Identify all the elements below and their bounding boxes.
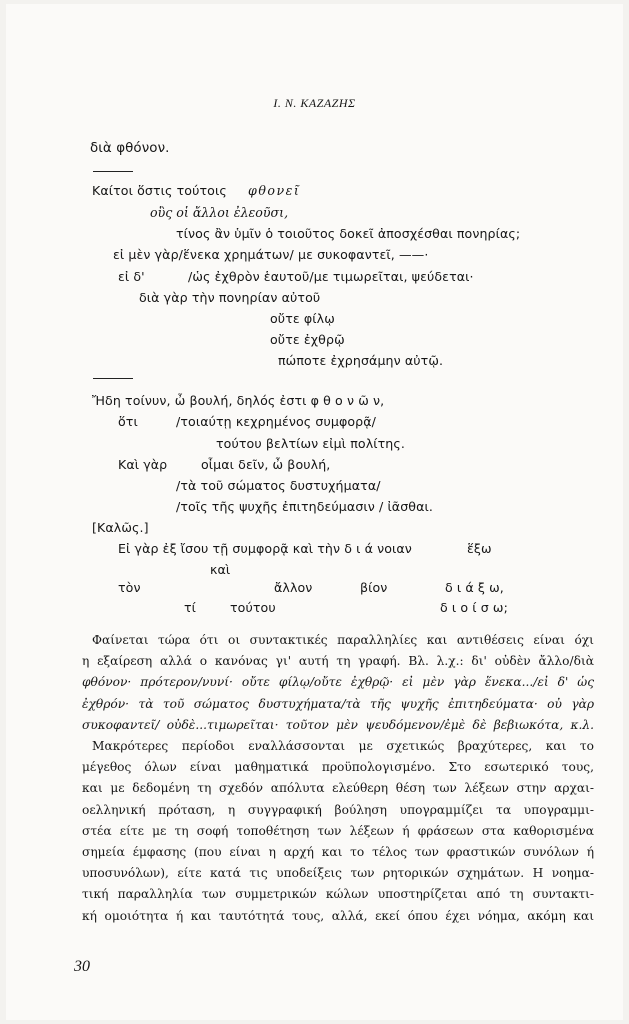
running-header: Ι. Ν. ΚΑΖΑΖΗΣ	[273, 96, 356, 110]
verse-line: καὶ	[210, 562, 231, 577]
verse-line: ἄλλον	[274, 580, 313, 595]
prose-line: Φαίνεται τώρα ότι οι συντακτικές παραλληλίες και αντιθέσεις είναι όχι	[92, 633, 594, 647]
prose-line: στέα είτε με τη σοφή τοποθέτηση των λέξεων ή φράσεων στα καθορισμένα	[82, 823, 594, 838]
verse-line: οὔτε φίλῳ	[270, 311, 335, 326]
prose-line: οελληνική πρόταση, η συγγραφική βούληση υπογραμμίζει τα υπογραμμι-	[82, 802, 594, 817]
verse-line: οὓς οἱ ἄλλοι ἐλεοῦσι,	[150, 205, 289, 220]
prose-line: κή ομοιότητα ή και ταυτότητά τους, αλλά, εκεί όπου έχει νόημα, ακόμη και	[82, 908, 595, 923]
prose-line: υποσυνόλων), είτε κατά τις υποδείξεις των ρητορικών σχημάτων. Η νοημα-	[82, 866, 595, 881]
verse-line: Καὶ γὰρ	[118, 457, 168, 472]
verse-line: Καίτοι ὅστις τούτοις	[92, 183, 227, 198]
verse-line: δ ι ά ξ ω,	[445, 580, 504, 595]
section-rule	[93, 171, 133, 172]
verse-line: βίον	[360, 580, 388, 595]
verse-line: ὅτι	[118, 414, 138, 429]
verse-line: διὰ γὰρ τὴν πονηρίαν αὐτοῦ	[139, 290, 321, 305]
verse-line: /ὡς ἐχθρὸν ἑαυτοῦ/με τιμωρεῖται, ψεύδεται·	[188, 269, 474, 284]
prose-line: φθόνον· πρότερον/νυνί· οὔτε φίλῳ/οὔτε ἐχθρῷ· εἰ μὲν γὰρ ἕνεκα.../εἰ δ' ὡς	[82, 675, 595, 690]
verse-line: /τοιαύτῃ κεχρημένος συμφορᾷ/	[176, 414, 377, 429]
verse-line: οὔτε ἐχθρῷ	[270, 332, 345, 347]
verse-line: δ ι ο ί σ ω;	[440, 600, 508, 615]
verse-line: τίνος ἂν ὑμῖν ὁ τοιοῦτος δοκεῖ ἀποσχέσθαι πονηρίας;	[176, 226, 521, 241]
prose-line: μέγεθος όλων είναι μαθηματικά προϋπολογισμένο. Στο εσωτερικό τους,	[82, 760, 594, 775]
prose-line: σημεία έμφασης (που είναι η αρχή και το τέλος των φραστικών συνόλων ή	[82, 845, 595, 860]
verse-line: οἶμαι δεῖν, ὦ βουλή,	[201, 457, 331, 472]
verse-line: εἰ δ'	[118, 269, 145, 284]
prose-line: τική παραλληλία των συμμετρικών κώλων υποστηρίζεται από τη συντακτι-	[82, 887, 595, 902]
prose-block	[82, 630, 596, 927]
section-rule	[93, 378, 133, 379]
verse-line: Εἰ γὰρ ἐξ ἴσου τῇ συμφορᾷ καὶ τὴν δ ι ά νοιαν	[118, 541, 412, 556]
prose-line: συκοφαντεῖ/ οὐδὲ...τιμωρεῖται· τοῦτον μὲν ψευδόμενον/ἐμὲ δὲ βεβιωκότα, κ.λ.	[82, 717, 595, 732]
verse-line: [Καλῶς.]	[92, 520, 149, 535]
verse-line: τί	[184, 600, 197, 615]
verse-line: διὰ φθόνον.	[90, 141, 170, 156]
verse-line: τούτου	[230, 600, 276, 615]
prose-line: Μακρότερες περίοδοι εναλλάσσονται με σχετικώς βραχύτερες, και το	[92, 739, 595, 754]
verse-line: εἰ μὲν γὰρ/ἕνεκα χρημάτων/ με συκοφαντεῖ, ——·	[113, 247, 429, 262]
verse-line: ἕξω	[467, 541, 492, 556]
verse-line: /τὰ τοῦ σώματος δυστυχήματα/	[176, 478, 381, 493]
verse-line: Ἤδη τοίνυν, ὦ βουλή, δηλός ἐστι φ θ ο ν ῶ ν,	[92, 393, 385, 408]
verse-line: πώποτε ἐχρησάμην αὐτῷ.	[278, 353, 444, 368]
verse-line: τούτου βελτίων εἰμὶ πολίτης.	[216, 436, 405, 451]
prose-line: ἐχθρόν· τὰ τοῦ σώματος δυστυχήματα/τὰ τῆς ψυχῆς ἐπιτηδεύματα· οὐ γὰρ	[82, 696, 594, 711]
prose-line: και με δεδομένη τη σχεδόν απόλυτα ελεύθερη θέση των λέξεων στην αρχαι-	[82, 781, 595, 796]
verse-line: /τοῖς τῆς ψυχῆς ἐπιτηδεύμασιν / ἰᾶσθαι.	[176, 499, 433, 514]
prose-line: η εξαίρεση αλλά ο κανόνας γι' αυτή τη γραφή. Βλ. λ.χ.: δι' οὐδὲν ἄλλο/διὰ	[82, 654, 594, 669]
page-number: 30	[74, 958, 90, 975]
verse-emphasis: φθονεῖ	[248, 183, 301, 198]
verse-line: τὸν	[118, 580, 141, 595]
